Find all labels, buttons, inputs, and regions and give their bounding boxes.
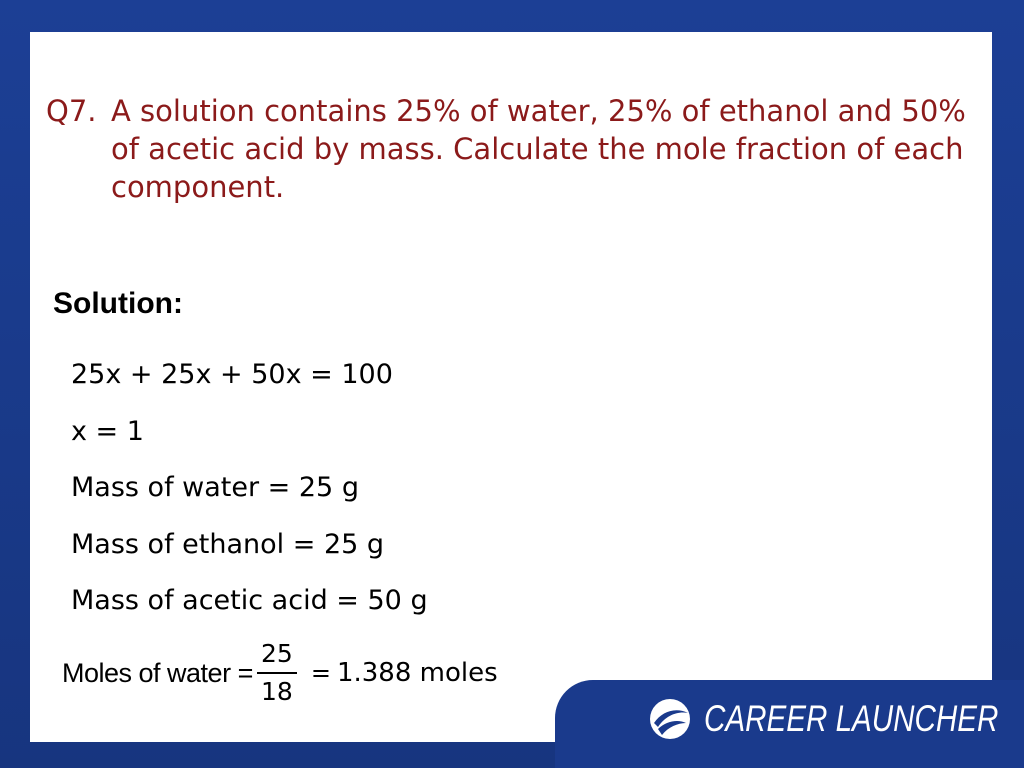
- step-mass-water: Mass of water = 25 g: [71, 472, 359, 503]
- question-text: A solution contains 25% of water, 25% of ethanol and 50% of acetic acid by mass. Calculate the mole fraction of each component.: [111, 94, 966, 204]
- moles-fraction: [257, 638, 297, 708]
- solution-heading: Solution:: [53, 287, 183, 320]
- fraction-bar: [257, 672, 297, 674]
- moles-label: Moles of water =: [62, 657, 253, 688]
- step-mass-acetic-acid: Mass of acetic acid = 50 g: [71, 585, 428, 616]
- career-launcher-swoosh-icon: [648, 697, 692, 741]
- solution-steps: [71, 355, 428, 638]
- equals-sign: =: [310, 659, 331, 687]
- career-launcher-logo: [648, 692, 1024, 746]
- step-mass-ethanol: Mass of ethanol = 25 g: [71, 528, 385, 560]
- moles-of-water-equation: [62, 638, 498, 708]
- question-number: Q7.: [46, 94, 97, 128]
- question-block: [46, 92, 976, 206]
- moles-result: 1.388 moles: [336, 658, 498, 688]
- step-equation: 25x + 25x + 50x = 100: [71, 359, 393, 390]
- logo-text: CAREER LAUNCHER: [704, 698, 999, 739]
- fraction-denominator: 18: [260, 676, 293, 706]
- step-x-value: x = 1: [71, 415, 144, 447]
- fraction-numerator: 25: [260, 639, 293, 669]
